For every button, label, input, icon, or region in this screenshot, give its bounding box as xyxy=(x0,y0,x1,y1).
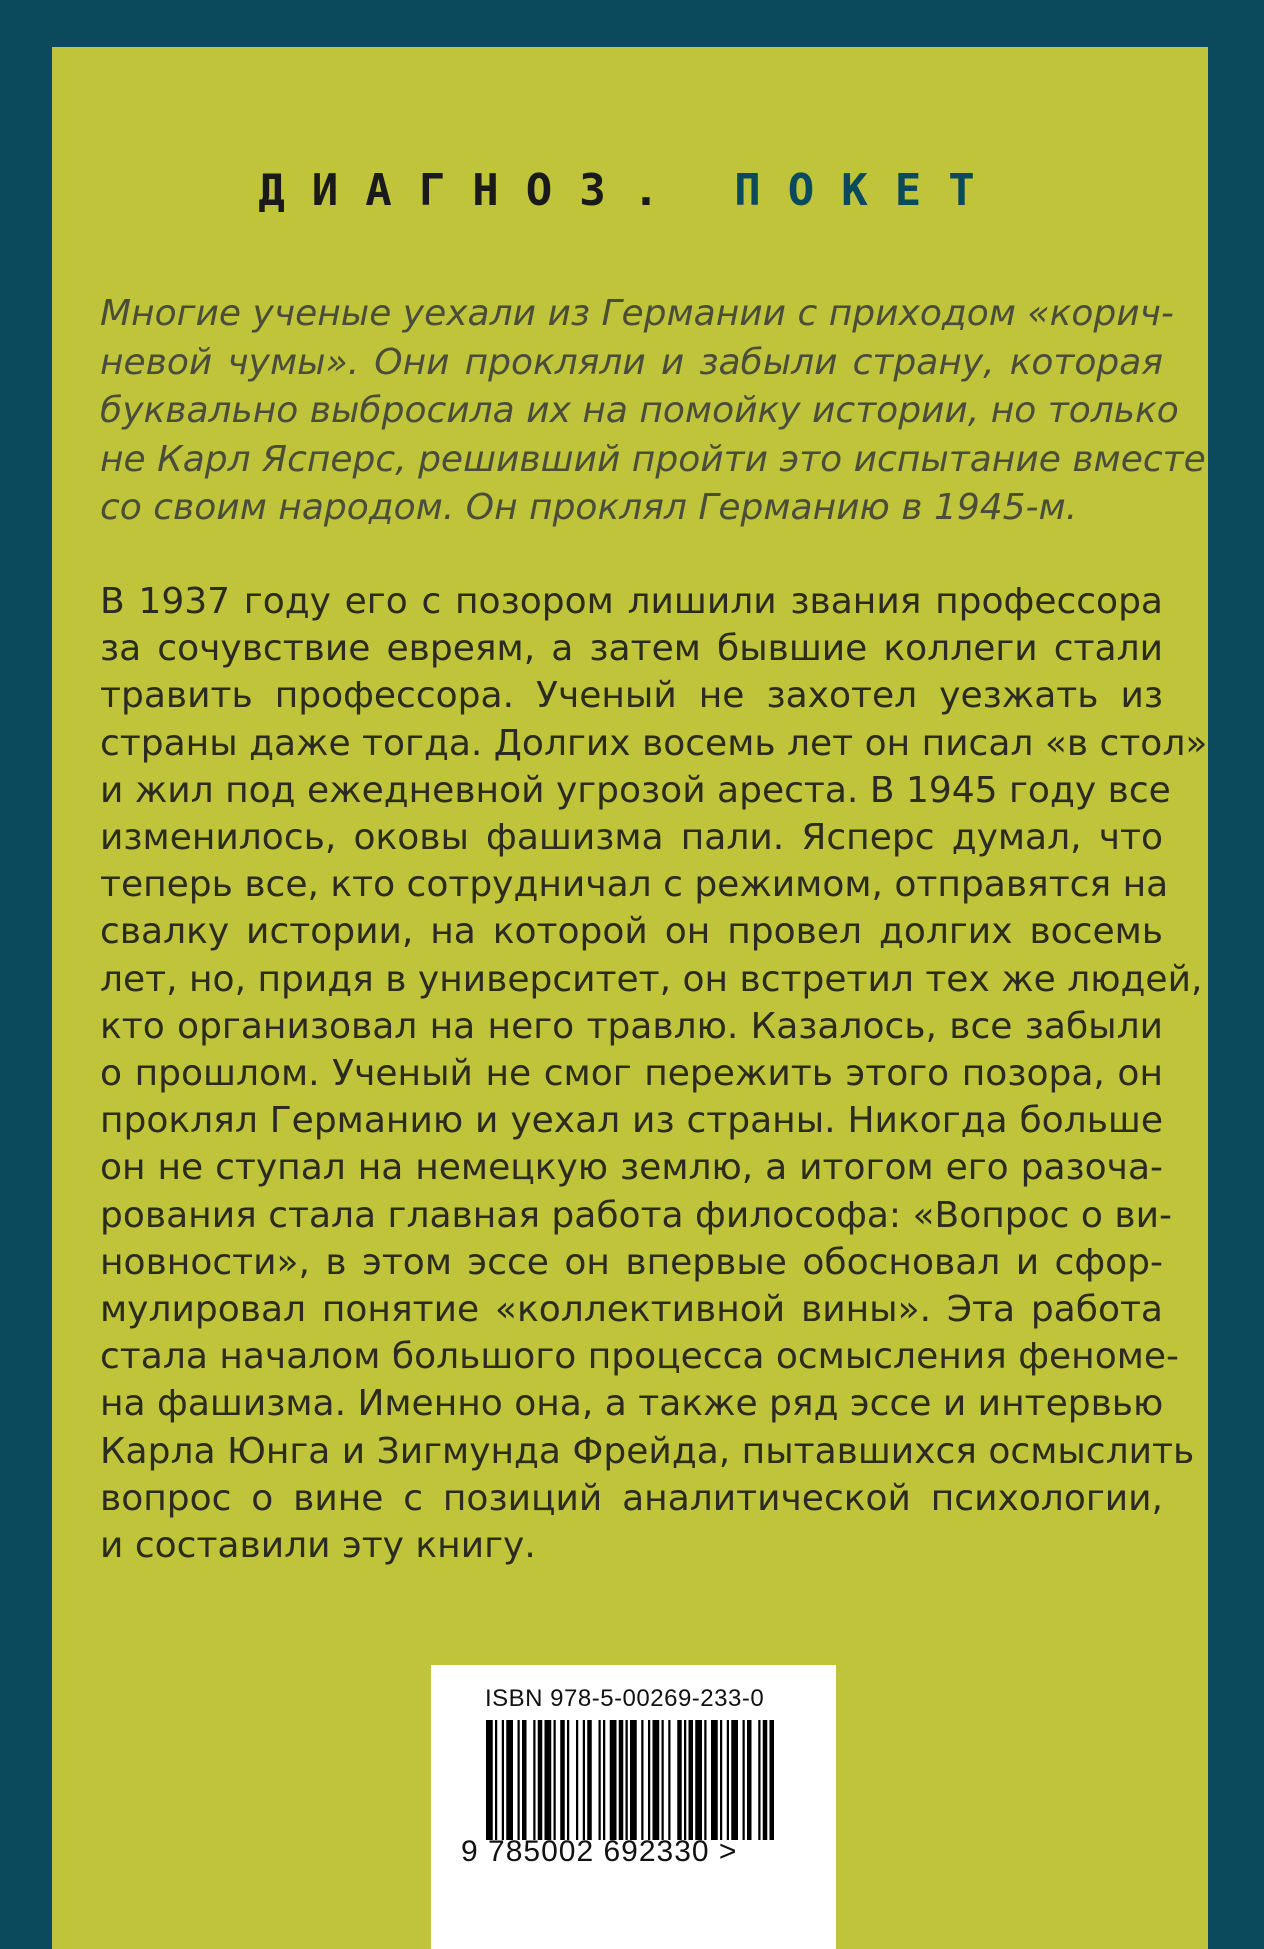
body-line: мулировал понятие «коллективной вины». Эта работа xyxy=(100,1289,1163,1331)
barcode-digits: 9 785002 692330 > xyxy=(461,1835,738,1868)
body-line: новности», в этом эссе он впервые обосновал и сфор- xyxy=(100,1241,1163,1283)
barcode-bar xyxy=(603,1720,605,1840)
barcode-bar xyxy=(533,1720,535,1840)
barcode-bar xyxy=(731,1720,738,1840)
barcode-bar xyxy=(695,1720,702,1840)
barcode-bar xyxy=(495,1720,497,1840)
barcode-bar xyxy=(677,1720,682,1840)
body-line: лет, но, придя в университет, он встретил тех же людей, xyxy=(100,958,1203,1000)
barcode-bar xyxy=(619,1720,624,1840)
barcode-bar xyxy=(641,1720,643,1840)
barcode-bar xyxy=(506,1720,513,1840)
barcode-bar xyxy=(704,1720,706,1840)
barcode-bar xyxy=(747,1720,752,1840)
barcode-bar xyxy=(518,1720,520,1840)
series-word-diagnosis: ДИАГНОЗ. xyxy=(258,165,687,216)
lead-line: буквально выбросила их на помойку истории, но только xyxy=(100,390,1179,431)
body-line: свалку истории, на которой он провел долгих восемь xyxy=(100,911,1163,953)
cover-panel xyxy=(52,47,1208,1949)
series-title xyxy=(52,165,1208,216)
barcode-bar xyxy=(653,1720,660,1840)
lead-line: не Карл Ясперс, решивший пройти это испытание вместе xyxy=(100,438,1206,480)
body-line: и жил под ежедневной угрозой ареста. В 1945 году все xyxy=(100,769,1171,811)
body-paragraph xyxy=(100,578,1208,1569)
lead-line: невой чумы». Они прокляли и забыли страну, которая xyxy=(100,341,1163,383)
barcode xyxy=(484,1720,774,1840)
barcode-bar xyxy=(630,1720,637,1840)
barcode-bar xyxy=(587,1720,592,1840)
body-line: за сочувствие евреям, а затем бывшие коллеги стали xyxy=(100,628,1163,670)
barcode-bar xyxy=(743,1720,745,1840)
barcode-bar xyxy=(648,1720,650,1840)
barcode-bar xyxy=(599,1720,601,1840)
body-line: стала началом большого процесса осмысления феноме- xyxy=(100,1336,1180,1378)
body-line: о прошлом. Ученый не смог пережить этого позора, он xyxy=(100,1053,1163,1095)
barcode-bar xyxy=(583,1720,585,1840)
body-line: он не ступал на немецкую землю, а итогом его разоча- xyxy=(100,1147,1163,1189)
body-line: проклял Германию и уехал из страны. Никогда больше xyxy=(100,1100,1163,1142)
body-line: изменилось, оковы фашизма пали. Ясперс думал, что xyxy=(100,817,1163,859)
barcode-bar xyxy=(567,1720,569,1840)
body-line: страны даже тогда. Долгих восемь лет он писал «в стол» xyxy=(100,722,1208,764)
barcode-bar xyxy=(727,1720,729,1840)
body-line: Карла Юнга и Зигмунда Фрейда, пытавшихся осмыслить xyxy=(100,1430,1195,1472)
barcode-bar xyxy=(545,1720,552,1840)
lead-line: Многие ученые уехали из Германии с приходом «корич- xyxy=(100,293,1174,334)
barcode-bar xyxy=(684,1720,686,1840)
barcode-bar xyxy=(763,1720,768,1840)
body-line: В 1937 году его с позором лишили звания профессора xyxy=(100,581,1163,622)
lead-paragraph xyxy=(100,290,1206,533)
body-line: и составили эту книгу. xyxy=(100,1525,536,1567)
barcode-bar xyxy=(770,1720,775,1840)
barcode-bar xyxy=(486,1720,493,1840)
series-word-poket: ПОКЕТ xyxy=(734,165,1002,216)
body-line: на фашизма. Именно она, а также ряд эссе и интервью xyxy=(100,1383,1164,1425)
barcode-bar xyxy=(758,1720,760,1840)
barcode-bar xyxy=(689,1720,694,1840)
body-line: травить профессора. Ученый не захотел уезжать из xyxy=(100,675,1163,717)
barcode-bar xyxy=(576,1720,578,1840)
barcode-bar xyxy=(610,1720,617,1840)
body-line: вопрос о вине с позиций аналитической психологии, xyxy=(100,1477,1163,1519)
lead-line: со своим народом. Он проклял Германию в 1945-м. xyxy=(100,487,1078,528)
barcode-bar xyxy=(720,1720,722,1840)
body-line: теперь все, кто сотрудничал с режимом, отправятся на xyxy=(100,864,1169,906)
isbn-block xyxy=(431,1665,836,1949)
body-line: кто организовал на него травлю. Казалось, все забыли xyxy=(100,1005,1163,1047)
isbn-number: ISBN 978-5-00269-233-0 xyxy=(485,1685,765,1712)
barcode-bar xyxy=(522,1720,527,1840)
body-line: рования стала главная работа философа: «Вопрос о ви- xyxy=(100,1194,1172,1236)
barcode-bar xyxy=(662,1720,664,1840)
barcode-bar xyxy=(668,1720,670,1840)
barcode-bar xyxy=(626,1720,628,1840)
barcode-bar xyxy=(502,1720,504,1840)
barcode-bar xyxy=(538,1720,543,1840)
barcode-bar xyxy=(554,1720,556,1840)
barcode-bar xyxy=(560,1720,565,1840)
barcode-bar xyxy=(711,1720,718,1840)
